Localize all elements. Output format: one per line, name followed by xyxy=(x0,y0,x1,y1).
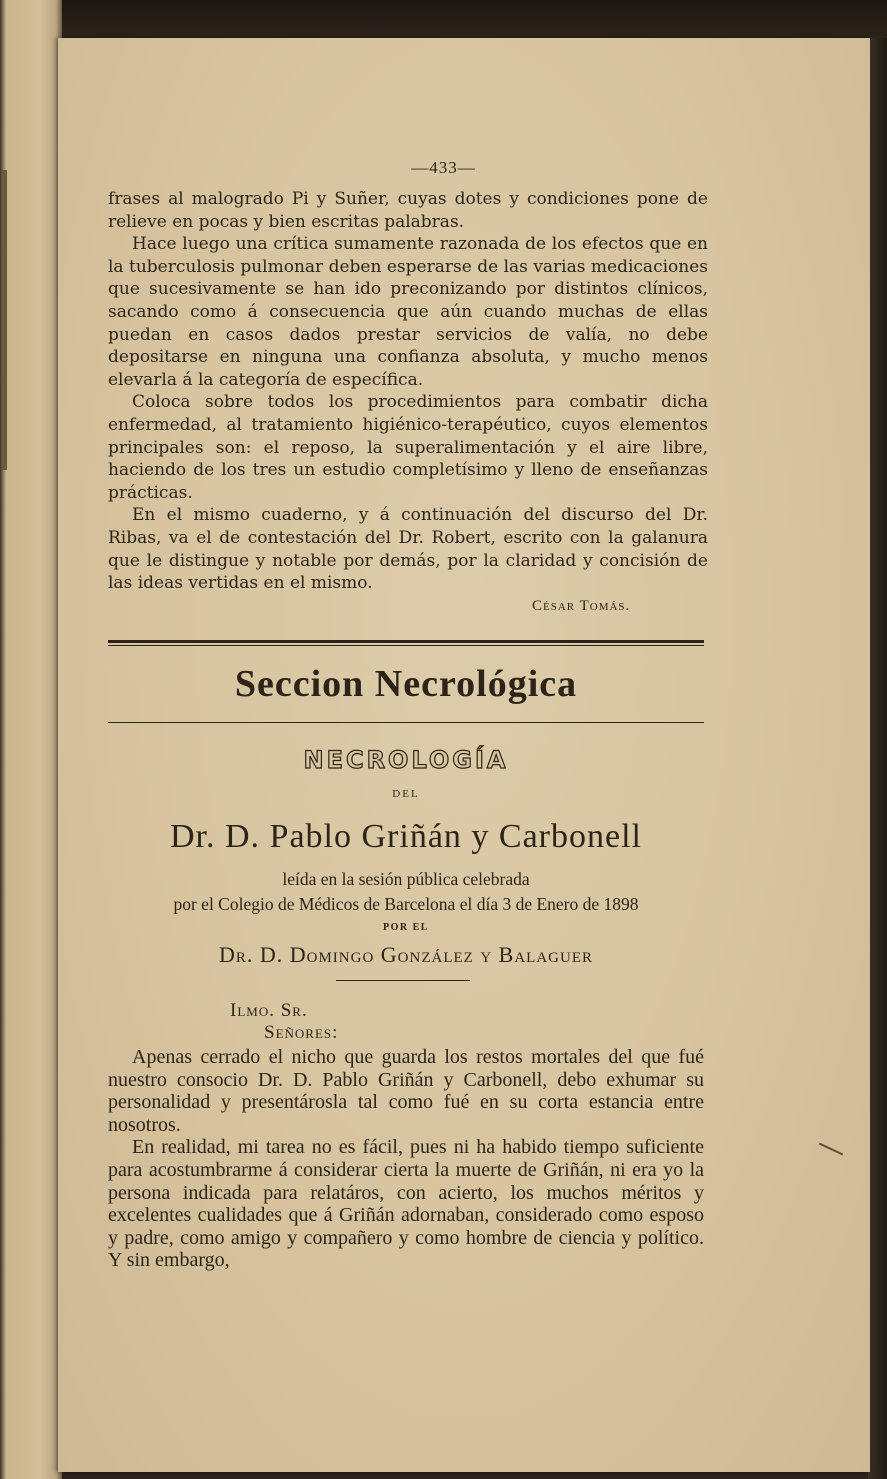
signature: César Tomás. xyxy=(532,598,631,614)
section-rule xyxy=(108,722,704,723)
scan-right-border xyxy=(868,38,887,1479)
speech-text xyxy=(108,1046,704,1272)
necrology-heading: NECROLOGÍA xyxy=(303,746,509,774)
adjacent-page-edge xyxy=(0,0,62,1479)
paragraph: Coloca sobre todos los procedimientos para combatir dicha enfermedad, al tratamiento higiénico-terapéutico, cuyos elementos principales son: el reposo, la superalimentación y el aire libre, haciendo de los tres un estudio completísimo y lleno de enseñanzas prácticas. xyxy=(108,392,708,503)
caption-line-1: leída en la sesión pública celebrada xyxy=(282,869,530,889)
double-rule-top xyxy=(108,640,704,643)
review-text xyxy=(108,188,708,595)
salutation-senores: Señores: xyxy=(264,1022,339,1043)
section-title: Seccion Necrológica xyxy=(234,663,578,705)
paragraph: Hace luego una crítica sumamente razonada de los efectos que en la tuberculosis pulmonar deben esperarse de las varias medicaciones que sucesivamente se han ido preconizando por distintos clínicos, sacando como á consecuencia que aún cuando muchas de ellas puedan en casos dados prestar servicios de valía, no debe depositarse en ninguna una confianza absoluta, y mucho menos elevarla á la categoría de específica. xyxy=(108,234,708,390)
page-number: —433— xyxy=(411,158,476,177)
salutation-ilmo: Ilmo. Sr. xyxy=(230,1000,308,1021)
paragraph: frases al malogrado Pi y Suñer, cuyas dotes y condiciones pone de relieve en pocas y bien escritas palabras. xyxy=(108,189,708,232)
paragraph: En el mismo cuaderno, y á continuación del discurso del Dr. Ribas, va el de contestación del Dr. Robert, escrito con la galanura que le distingue y notable por demás, por la claridad y concisión de las ideas vertidas en el mismo. xyxy=(108,505,708,594)
author-rule xyxy=(336,980,470,981)
author-name: Dr. D. Domingo González y Balaguer xyxy=(218,942,594,967)
paragraph: Apenas cerrado el nicho que guarda los restos mortales del que fué nuestro consocio Dr. D. Pablo Griñán y Carbonell, debo exhumar su personalidad y presentárosla tal como fué en su corta estancia entre nosotros. xyxy=(108,1046,704,1136)
scan-top-border xyxy=(0,0,887,38)
del-label: DEL xyxy=(392,788,420,800)
paragraph: En realidad, mi tarea no es fácil, pues ni ha habido tiempo suficiente para acostumbrarme á considerar cierta la muerte de Griñán, ni era yo la persona indicada para relatáros, con acierto, los muchos méritos y excelentes cualidades que á Griñán adornaban, considerado como esposo y padre, como amigo y compañero y como hombre de ciencia y político. Y sin embargo, xyxy=(108,1136,704,1272)
double-rule-bottom xyxy=(108,645,704,646)
por-el-label: POR EL xyxy=(383,922,429,933)
caption-line-2: por el Colegio de Médicos de Barcelona el día 3 de Enero de 1898 xyxy=(173,894,639,914)
deceased-name: Dr. D. Pablo Griñán y Carbonell xyxy=(170,818,642,855)
binding-spine xyxy=(2,170,7,470)
